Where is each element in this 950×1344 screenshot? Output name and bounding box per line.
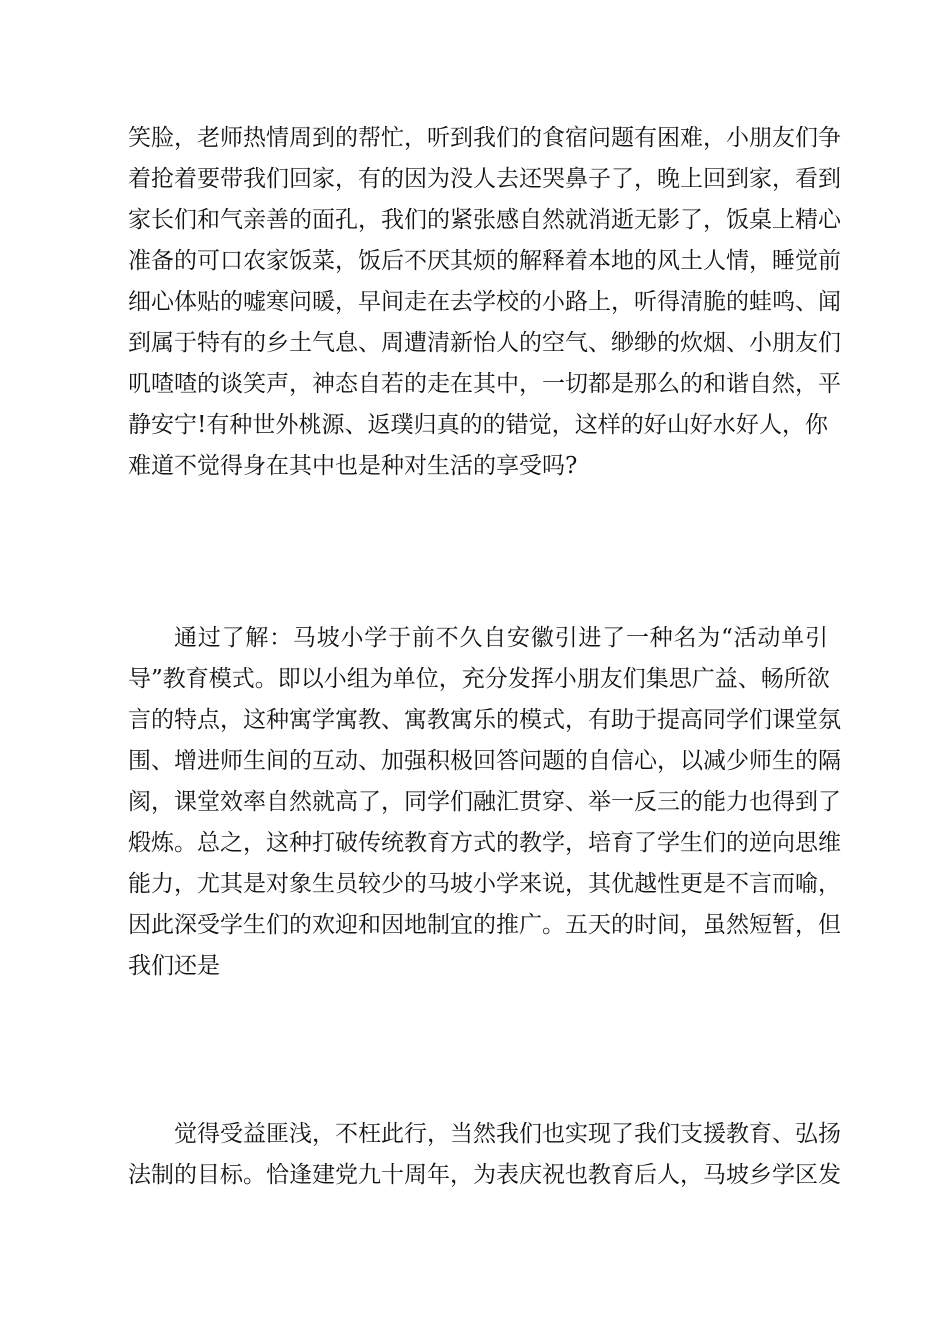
text-line: 着抢着要带我们回家，有的因为没人去还哭鼻子了，晚上回到家，看到 <box>128 166 841 192</box>
text-line: 觉得受益匪浅，不枉此行，当然我们也实现了我们支援教育、弘扬 <box>174 1121 841 1147</box>
text-line: 因此深受学生们的欢迎和因地制宜的推广。五天的时间，虽然短暂，但 <box>128 912 841 938</box>
text-line: 叽喳喳的谈笑声，神态自若的走在其中，一切都是那么的和谐自然，平 <box>128 371 841 397</box>
text-line: 能力，尤其是对象生员较少的马坡小学来说，其优越性更是不言而喻， <box>128 871 841 897</box>
text-line: 家长们和气亲善的面孔，我们的紧张感自然就消逝无影了，饭桌上精心 <box>128 207 841 233</box>
text-line: 难道不觉得身在其中也是种对生活的享受吗? <box>128 453 578 479</box>
text-line: 通过了解：马坡小学于前不久自安徽引进了一种名为“活动单引 <box>174 625 828 651</box>
text-line: 阂，课堂效率自然就高了，同学们融汇贯穿、举一反三的能力也得到了 <box>128 789 841 815</box>
paragraph-3 <box>128 1114 841 1196</box>
text-line: 细心体贴的嘘寒问暖，早间走在去学校的小路上，听得清脆的蛙鸣、闻 <box>128 289 841 315</box>
text-line: 围、增进师生间的互动、加强积极回答问题的自信心，以减少师生的隔 <box>128 748 841 774</box>
text-line: 导”教育模式。即以小组为单位，充分发挥小朋友们集思广益、畅所欲 <box>128 666 830 692</box>
text-line: 笑脸，老师热情周到的帮忙，听到我们的食宿问题有困难，小朋友们争 <box>128 125 841 151</box>
text-line: 准备的可口农家饭菜，饭后不厌其烦的解释着本地的风土人情，睡觉前 <box>128 248 841 274</box>
text-line: 法制的目标。恰逢建党九十周年，为表庆祝也教育后人，马坡乡学区发 <box>128 1162 841 1188</box>
text-line: 我们还是 <box>128 953 220 979</box>
text-line: 言的特点，这种寓学寓教、寓教寓乐的模式，有助于提高同学们课堂氛 <box>128 707 841 733</box>
paragraph-2 <box>128 618 841 987</box>
text-line: 到属于特有的乡土气息、周遭清新怡人的空气、缈缈的炊烟、小朋友们 <box>128 330 841 356</box>
text-line: 煅炼。总之，这种打破传统教育方式的教学，培育了学生们的逆向思维 <box>128 830 841 856</box>
text-line: 静安宁!有种世外桃源、返璞归真的的错觉，这样的好山好水好人，你 <box>128 412 828 438</box>
paragraph-1 <box>128 118 841 487</box>
